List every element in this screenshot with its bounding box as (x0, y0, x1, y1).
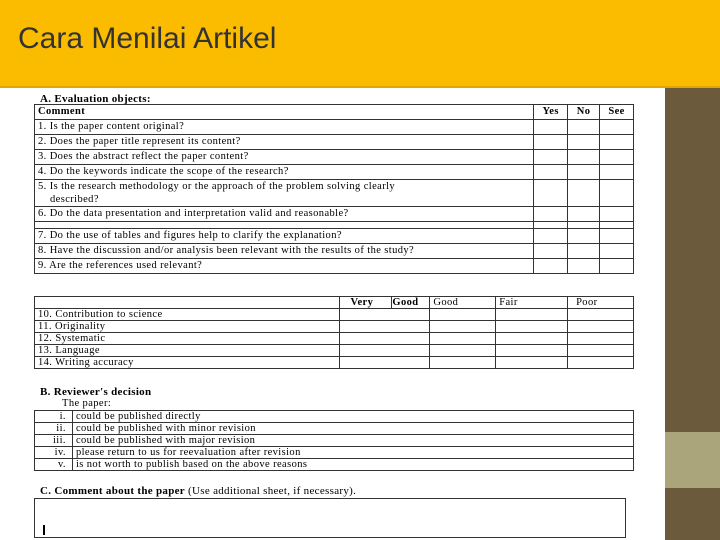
yes-header: Yes (534, 105, 568, 120)
criterion-text: 13. Language (35, 345, 340, 357)
yes-cell[interactable] (534, 165, 568, 180)
side-decoration-middle (665, 432, 720, 488)
very-good-cell[interactable] (340, 321, 430, 333)
question-text: 6. Do the data presentation and interpretation valid and reasonable? (35, 207, 534, 222)
poor-cell[interactable] (568, 357, 634, 369)
no-cell[interactable] (568, 244, 600, 259)
very-good-cell[interactable] (340, 345, 430, 357)
criterion-text: 11. Originality (35, 321, 340, 333)
question-text: 4. Do the keywords indicate the scope of the research? (35, 165, 534, 180)
option-number: ii. (35, 423, 73, 435)
see-header: See (600, 105, 634, 120)
option-number: i. (35, 411, 73, 423)
good-header: Good (430, 297, 496, 309)
table-row (35, 357, 634, 369)
fair-cell[interactable] (496, 321, 568, 333)
fair-cell[interactable] (496, 357, 568, 369)
table-row (35, 333, 634, 345)
table-row (35, 207, 634, 222)
table-row (35, 180, 634, 207)
see-cell[interactable] (600, 259, 634, 274)
rating-header-row (35, 297, 634, 309)
table-row (35, 345, 634, 357)
good-cell[interactable] (430, 333, 496, 345)
yes-cell[interactable] (534, 150, 568, 165)
table-row (35, 165, 634, 180)
poor-cell[interactable] (568, 345, 634, 357)
yes-cell[interactable] (534, 259, 568, 274)
section-c-heading: C. Comment about the paper (Use additional sheet, if necessary). (40, 485, 357, 497)
comment-header: Comment (35, 105, 534, 120)
see-cell[interactable] (600, 150, 634, 165)
side-decoration-bottom (665, 488, 720, 540)
very-good-cell[interactable] (340, 333, 430, 345)
section-b-heading: B. Reviewer's decision (40, 386, 152, 398)
question-text: 9. Are the references used relevant? (35, 259, 534, 274)
no-cell[interactable] (568, 180, 600, 207)
good-header: Good (392, 297, 430, 309)
section-a-heading: A. Evaluation objects: (40, 93, 151, 105)
option-number: iv. (35, 447, 73, 459)
yes-cell[interactable] (534, 244, 568, 259)
good-cell[interactable] (430, 321, 496, 333)
table-row (35, 321, 634, 333)
option-text: could be published with major revision (72, 435, 633, 447)
decision-option[interactable] (35, 459, 634, 471)
no-cell[interactable] (568, 229, 600, 244)
see-cell[interactable] (600, 165, 634, 180)
option-number: iii. (35, 435, 73, 447)
text-cursor (43, 525, 45, 535)
see-cell[interactable] (600, 180, 634, 207)
no-header: No (568, 105, 600, 120)
comment-textbox[interactable] (34, 498, 626, 538)
very-header: Very (340, 297, 392, 309)
criterion-text: 12. Systematic (35, 333, 340, 345)
table-row (35, 229, 634, 244)
page-title: Cara Menilai Artikel (18, 22, 277, 55)
table-row (35, 135, 634, 150)
question-text: 3. Does the abstract reflect the paper content? (35, 150, 534, 165)
yes-cell[interactable] (534, 180, 568, 207)
option-number: v. (35, 459, 73, 471)
decision-option[interactable] (35, 423, 634, 435)
very-good-cell[interactable] (340, 357, 430, 369)
question-text: 8. Have the discussion and/or analysis been relevant with the results of the study? (35, 244, 534, 259)
yes-cell[interactable] (534, 229, 568, 244)
poor-cell[interactable] (568, 321, 634, 333)
question-text: 2. Does the paper title represent its content? (35, 135, 534, 150)
decision-option[interactable] (35, 447, 634, 459)
no-cell[interactable] (568, 150, 600, 165)
decision-table (34, 410, 634, 471)
fair-header: Fair (496, 297, 568, 309)
criterion-text: 14. Writing accuracy (35, 357, 340, 369)
see-cell[interactable] (600, 229, 634, 244)
decision-option[interactable] (35, 435, 634, 447)
table-row (35, 120, 634, 135)
no-cell[interactable] (568, 165, 600, 180)
see-cell[interactable] (600, 120, 634, 135)
poor-cell[interactable] (568, 309, 634, 321)
poor-header: Poor (568, 297, 634, 309)
review-form (28, 90, 665, 540)
very-good-cell[interactable] (340, 309, 430, 321)
no-cell[interactable] (568, 135, 600, 150)
question-text: 1. Is the paper content original? (35, 120, 534, 135)
fair-cell[interactable] (496, 309, 568, 321)
question-text: 5. Is the research methodology or the approach of the problem solving clearly described? (35, 180, 534, 207)
yes-cell[interactable] (534, 207, 568, 222)
no-cell[interactable] (568, 120, 600, 135)
good-cell[interactable] (430, 345, 496, 357)
evaluation-table (34, 104, 634, 274)
see-cell[interactable] (600, 135, 634, 150)
question-text: 7. Do the use of tables and figures help to clarify the explanation? (35, 229, 534, 244)
option-text: could be published directly (72, 411, 633, 423)
table-row (35, 150, 634, 165)
rating-table (34, 296, 634, 369)
table-row (35, 309, 634, 321)
decision-option[interactable] (35, 411, 634, 423)
good-cell[interactable] (430, 357, 496, 369)
option-text: please return to us for reevaluation after revision (72, 447, 633, 459)
side-decoration-top (665, 88, 720, 432)
option-text: is not worth to publish based on the above reasons (72, 459, 633, 471)
fair-cell[interactable] (496, 345, 568, 357)
good-cell[interactable] (430, 309, 496, 321)
table-row (35, 259, 634, 274)
decision-intro: The paper: (62, 398, 112, 409)
yes-cell[interactable] (534, 135, 568, 150)
no-cell[interactable] (568, 207, 600, 222)
title-banner (0, 0, 720, 88)
fair-cell[interactable] (496, 333, 568, 345)
spacer-cell (35, 222, 534, 229)
section-c-note: (Use additional sheet, if necessary). (185, 485, 357, 497)
option-text: could be published with minor revision (72, 423, 633, 435)
no-cell[interactable] (568, 259, 600, 274)
see-cell[interactable] (600, 244, 634, 259)
yes-cell[interactable] (534, 120, 568, 135)
table-row (35, 244, 634, 259)
table-row (35, 222, 634, 229)
see-cell[interactable] (600, 207, 634, 222)
poor-cell[interactable] (568, 333, 634, 345)
criterion-text: 10. Contribution to science (35, 309, 340, 321)
table-header-row (35, 105, 634, 120)
